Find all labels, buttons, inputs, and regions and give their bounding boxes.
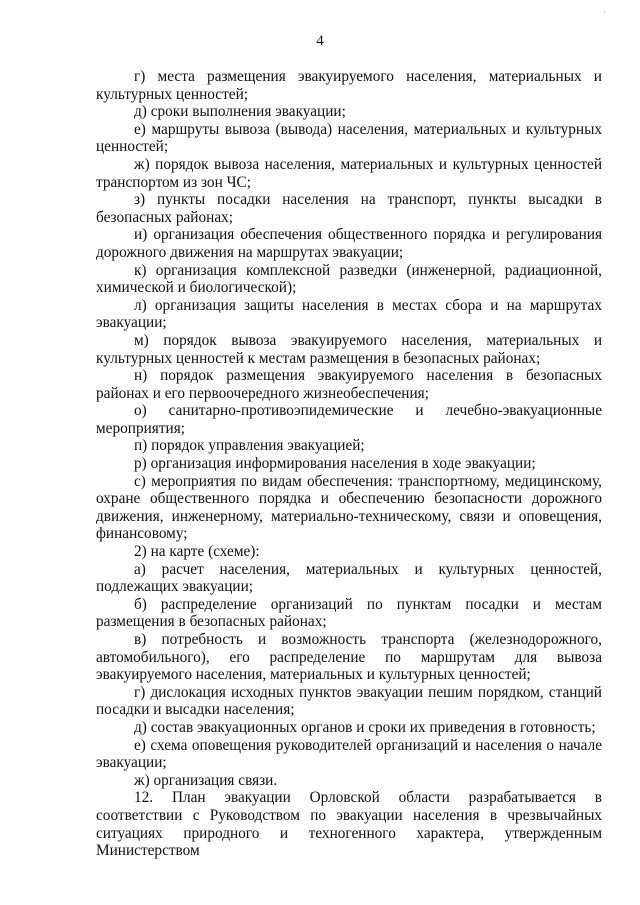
paragraph: б) распределение организаций по пунктам посадки и местам размещения в безопасных районах; — [96, 595, 602, 631]
paragraph: г) места размещения эвакуируемого населения, материальных и культурных ценностей; — [96, 68, 602, 103]
paragraph: л) организация защиты населения в местах сбора и на маршрутах эвакуации; — [96, 296, 602, 332]
paragraph: ж) порядок вывоза населения, материальных и культурных ценностей транспортом из зон ЧС; — [96, 155, 602, 191]
document-body — [96, 68, 602, 860]
paragraph: о) санитарно-противоэпидемические и лечебно-эвакуационные мероприятия; — [96, 402, 602, 437]
paragraph: д) сроки выполнения эвакуации; — [134, 103, 346, 121]
paragraph: в) потребность и возможность транспорта (железнодорожного, автомобильного), его распределение по маршрутам для вывоза эвакуируемого населения, материальных и культурных ценностей; — [96, 631, 602, 684]
paragraph: к) организация комплексной разведки (инженерной, радиационной, химической и биологической); — [96, 261, 602, 297]
page-number: 4 — [316, 33, 324, 49]
paragraph: н) порядок размещения эвакуируемого населения в безопасных районах и его первоочередного жизнеобеспечения; — [96, 367, 602, 402]
paragraph: 2) на карте (схеме): — [134, 543, 260, 561]
paragraph: е) маршруты вывоза (вывода) населения, материальных и культурных ценностей; — [96, 120, 602, 156]
paragraph: а) расчет населения, материальных и культурных ценностей, подлежащих эвакуации; — [96, 560, 602, 596]
paragraph: з) пункты посадки населения на транспорт, пункты высадки в безопасных районах; — [96, 191, 602, 226]
paragraph: е) схема оповещения руководителей организаций и населения о начале эвакуации; — [96, 736, 602, 772]
paragraph: 12. План эвакуации Орловской области разрабатывается в соответствии с Руководством по эвакуации населения в чрезвычайных ситуациях природного и техногенного характера, утвержденным Министерством — [96, 789, 602, 860]
paragraph: р) организация информирования населения в ходе эвакуации; — [134, 455, 536, 473]
paragraph: ж) организация связи. — [134, 771, 278, 789]
paragraph: п) порядок управления эвакуацией; — [134, 437, 365, 455]
paragraph: д) состав эвакуационных органов и сроки их приведения в готовность; — [134, 718, 596, 736]
paragraph: с) мероприятия по видам обеспечения: транспортному, медицинскому, охране общественного порядка и обеспечению безопасности дорожного движения, инженерному, материально-техническому, связи и оповещения, финансовому; — [96, 472, 602, 543]
paragraph: м) порядок вывоза эвакуируемого населения, материальных и культурных ценностей к местам размещения в безопасных районах; — [96, 331, 602, 367]
corner-mark: ' — [604, 10, 606, 18]
paragraph: и) организация обеспечения общественного порядка и регулирования дорожного движения на маршрутах эвакуации; — [96, 226, 602, 261]
paragraph: г) дислокация исходных пунктов эвакуации пешим порядком, станций посадки и высадки населения; — [96, 683, 602, 719]
